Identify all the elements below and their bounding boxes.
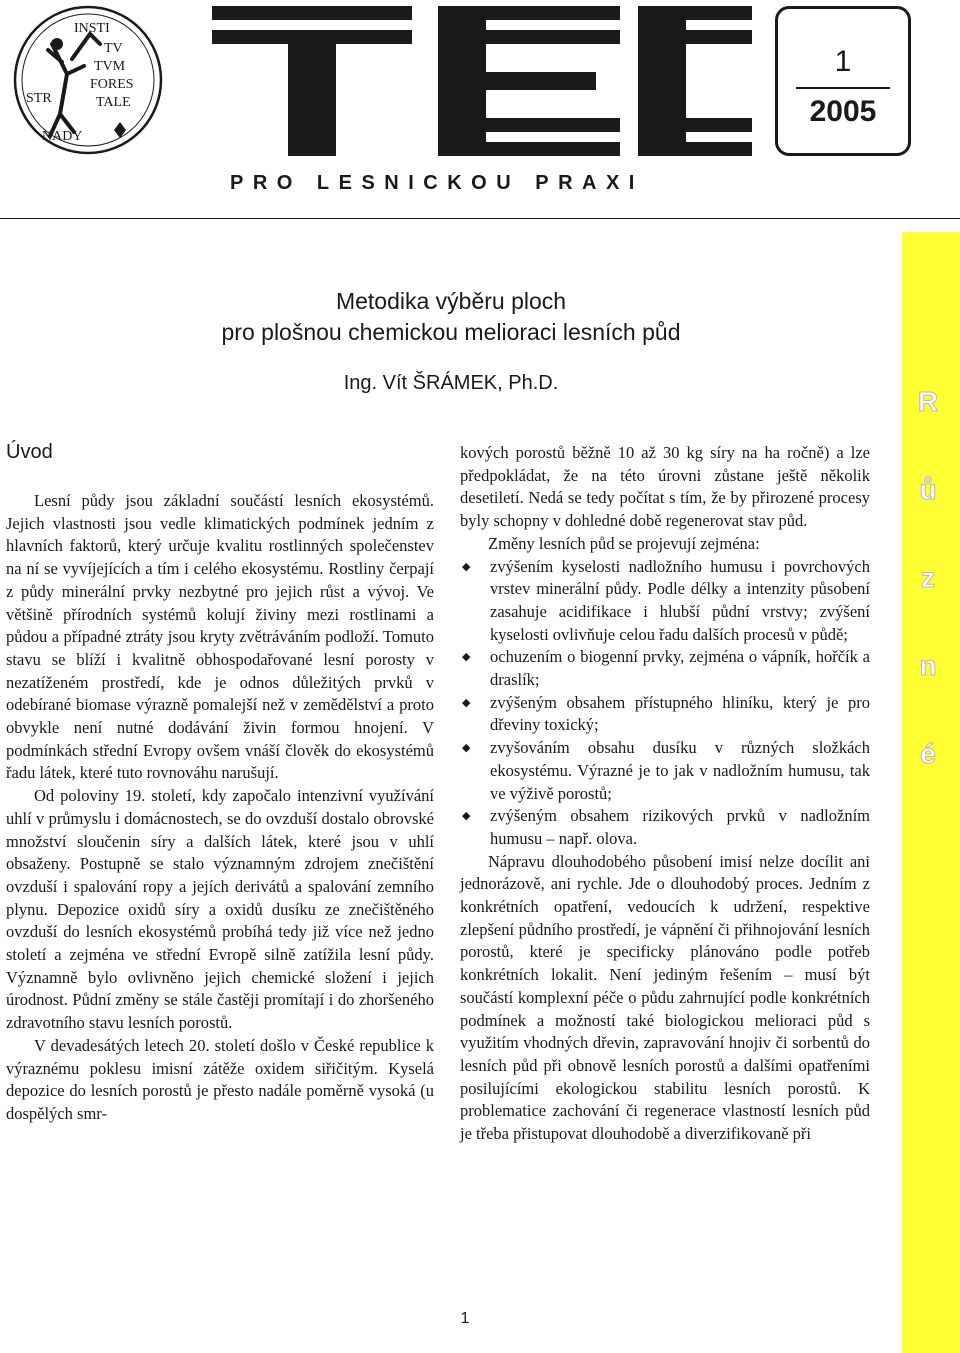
- list-item: [460, 646, 870, 691]
- tei-letter-t: [212, 6, 412, 20]
- header-divider: [0, 218, 960, 219]
- tei-letter-i: [638, 6, 686, 156]
- paragraph: Změny lesních půd se projevují zejména:: [488, 533, 760, 553]
- list-item: [460, 556, 870, 647]
- issue-box: [775, 6, 911, 156]
- paragraph: Od poloviny 19. století, kdy započalo intenzivní využívání uhlí v průmyslu i domácnostech, se do ovzduší dostalo obrovské množství sloučenin síry a dalších látek, které jsou v uhlí obsaženy. Postupně se stalo významným zdrojem znečištění ovzduší i spalování ropy a jejích derivátů a spalování zemního plynu. Depozice oxidů síry a oxidů dusíku ze znečištěného ovzduší do lesních ekosystémů probíhá tedy již více než jedno století a zejména ve střední Evropě silně zatížila lesní půdy. Významně bylo ovlivněno jejich chemické složení i jejich úrodnost. Půdní změny se stále častěji promítají i do zhoršeného zdravotního stavu lesních porostů.: [6, 786, 434, 1033]
- paragraph: kových porostů běžně 10 až 30 kg síry na ha ročně) a lze předpokládat, že na této úrovni zůstane ještě několik desetiletí. Nedá se tedy počítat s tím, že by přirozené procesy byly schopny v dohledné době regenerovat stav půd.: [460, 443, 870, 531]
- tei-letter-i: [686, 142, 752, 156]
- paragraph: V devadesátých letech 20. století došlo v České republice k výraznému poklesu imisní zátěže oxidem siřičitým. Kyselá depozice do lesních porostů je přesto nadále poměrně vysoká (u dospělých smr-: [6, 1035, 434, 1123]
- issue-year: 2005: [809, 95, 877, 128]
- seal-text: NADY: [42, 129, 83, 144]
- list-item-text: zvýšeným obsahem rizikových prvků v nadložním humusu – např. olova.: [490, 806, 870, 848]
- side-tab-letter: n: [919, 650, 937, 681]
- seal-text: INSTI: [74, 21, 110, 36]
- tei-letter-e: [438, 6, 486, 156]
- tei-letter-t: [212, 30, 412, 44]
- left-text-column: [6, 490, 434, 1126]
- page-number: 1: [460, 1310, 470, 1327]
- tei-letter-i: [686, 6, 752, 20]
- list-item: [460, 805, 870, 850]
- section-side-tab: [906, 382, 950, 822]
- list-item: [460, 737, 870, 805]
- tei-letter-e: [486, 142, 620, 156]
- paragraph: Lesní půdy jsou základní součástí lesních ekosystémů. Jejich vlastnosti jsou vedle klimatických podmínek jedním z hlavních faktorů, který určuje kvalitu rostlinných společenstev na ní se vyvíjejících a tím i celého ekosystému. Rostliny čerpají z půdy minerální prvky nezbytné pro jejich růst a vývoj. Ve většině přírodních systémů kolují živiny mezi rostlinami a půdou a případné ztráty jsou kryty zvětráváním podloží. Tomuto stavu se blíží i kvalitně obhospodařované lesní porosty v nezatíženém prostředí, kde je odnos důležitých prvků v odebírané biomase výrazně pomalejší než v zemědělství a proto obvykle není nutné dodávání živin formou hnojení. V podmínkách střední Evropy ovšem vnáší člověk do ekosystémů řadu látek, které tuto rovnováhu narušují.: [6, 491, 434, 783]
- institute-seal-logo: [12, 4, 164, 156]
- right-text-column: [460, 442, 870, 1146]
- seal-text: STR: [26, 91, 52, 106]
- section-heading: Úvod: [6, 441, 53, 463]
- tei-letter-e: [486, 72, 596, 90]
- issue-number: 1: [834, 45, 852, 78]
- article-title-line: Metodika výběru ploch: [335, 288, 567, 314]
- tei-brand-mark: [212, 6, 752, 156]
- list-item: [460, 692, 870, 737]
- diamond-bullet-icon: ◆: [462, 560, 471, 573]
- author-name: Ing. Vít ŠRÁMEK, Ph.D.: [343, 372, 559, 394]
- list-item-text: zvýšením kyselosti nadložního humusu i povrchových vrstev minerální půdy. Podle délky a intenzity působení zasahuje acidifikace i hlubší půdní vrstvy; zvýšení kyselosti ovlivňuje celou řadu dalších procesů v půdě;: [490, 556, 870, 644]
- article-title: [0, 286, 902, 348]
- bullet-list: [460, 556, 870, 851]
- tei-letter-i: [686, 30, 752, 44]
- seal-text: TV: [104, 41, 123, 56]
- side-tab-letter: ů: [919, 474, 937, 505]
- issue-divider: [796, 87, 890, 89]
- side-tab-letter: R: [917, 386, 939, 417]
- tei-letter-i: [686, 118, 752, 132]
- diamond-bullet-icon: ◆: [462, 696, 471, 709]
- tei-letter-e: [486, 6, 620, 20]
- side-tab-letter: é: [920, 738, 936, 769]
- diamond-bullet-icon: ◆: [462, 810, 471, 823]
- seal-text: TALE: [96, 95, 131, 110]
- diamond-bullet-icon: ◆: [462, 742, 471, 755]
- seal-text: FORES: [90, 77, 134, 92]
- series-title: PRO LESNICKOU PRAXI: [230, 172, 644, 194]
- side-tab-letter: z: [921, 562, 935, 593]
- list-item-text: zvýšeným obsahem přístupného hliníku, který je pro dřeviny toxický;: [490, 692, 870, 735]
- tei-letter-e: [486, 30, 620, 44]
- list-item-text: zvyšováním obsahu dusíku v různých složkách ekosystému. Výrazné je to jak v nadložním humusu, tak ve výživě porostů;: [490, 738, 870, 803]
- list-item-text: ochuzením o biogenní prvky, zejména o vápník, hořčík a draslík;: [490, 647, 870, 690]
- seal-text: TVM: [94, 59, 126, 74]
- tei-letter-t: [288, 44, 336, 156]
- tei-letter-e: [486, 118, 620, 132]
- diamond-bullet-icon: ◆: [462, 651, 471, 664]
- paragraph: Nápravu dlouhodobého působení imisí nelze docílit ani jednorázově, ani rychle. Jde o dlouhodobý proces. Jedním z konkrétních opatření, vedoucích k udržení, respektive zlepšení půdního prostředí, je vápnění či přihnojování lesních porostů, které je specificky plánováno podle potřeb konkrétních lokalit. Není jediným řešením – musí být součástí komplexní péče o půdu zahrnující podle konkrétních podmínek a možností také biologickou melioraci půd s využitím vhodných dřevin, zapravování hnojiv či sorbentů do lesních půd při obnově lesních porostů a dalšími opatřeními posilujícími ekologickou stabilitu lesních porostů. K problematice zachování či regenerace vlastností lesních půd je třeba přistupovat dlouhodobě a diverzifikovaně při: [460, 851, 870, 1144]
- article-title-line: pro plošnou chemickou melioraci lesních půd: [221, 319, 681, 345]
